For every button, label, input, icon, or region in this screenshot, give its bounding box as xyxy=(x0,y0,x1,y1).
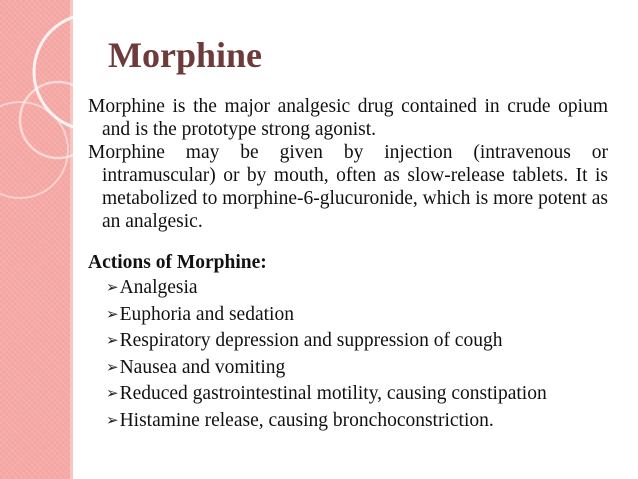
paragraph-intro: Morphine is the major analgesic drug contained in crude opium and is the prototype strong agonist. xyxy=(88,96,608,140)
arrow-bullet-icon: ➢ xyxy=(106,280,119,296)
arrow-bullet-icon: ➢ xyxy=(106,412,119,429)
paragraph-administration: Morphine may be given by injection (intravenous or intramuscular) or by mouth, often as slow-release tablets. It is metabolized to morphine-6-glucuronide, which is more potent as an analgesic. xyxy=(88,142,608,232)
action-label: Nausea and vomiting xyxy=(119,356,286,378)
action-label: Respiratory depression and suppression of cough xyxy=(119,330,503,351)
list-item xyxy=(106,409,608,434)
list-item xyxy=(106,329,608,354)
actions-list xyxy=(88,276,608,433)
arrow-bullet-icon: ➢ xyxy=(106,359,119,376)
action-label: Euphoria and sedation xyxy=(119,303,294,325)
list-item xyxy=(106,276,608,301)
action-label: Histamine release, causing bronchoconstriction. xyxy=(119,409,494,431)
action-label: Reduced gastrointestinal motility, causing constipation xyxy=(119,383,547,404)
arrow-bullet-icon: ➢ xyxy=(106,306,119,323)
list-item xyxy=(106,303,608,328)
arrow-bullet-icon: ➢ xyxy=(106,386,119,402)
arrow-bullet-icon: ➢ xyxy=(106,333,119,349)
action-label: Analgesia xyxy=(119,277,198,298)
list-item xyxy=(106,382,608,407)
slide-body xyxy=(88,95,608,435)
list-item xyxy=(106,356,608,381)
actions-heading: Actions of Morphine: xyxy=(88,252,267,273)
slide-title: Morphine xyxy=(108,35,263,75)
